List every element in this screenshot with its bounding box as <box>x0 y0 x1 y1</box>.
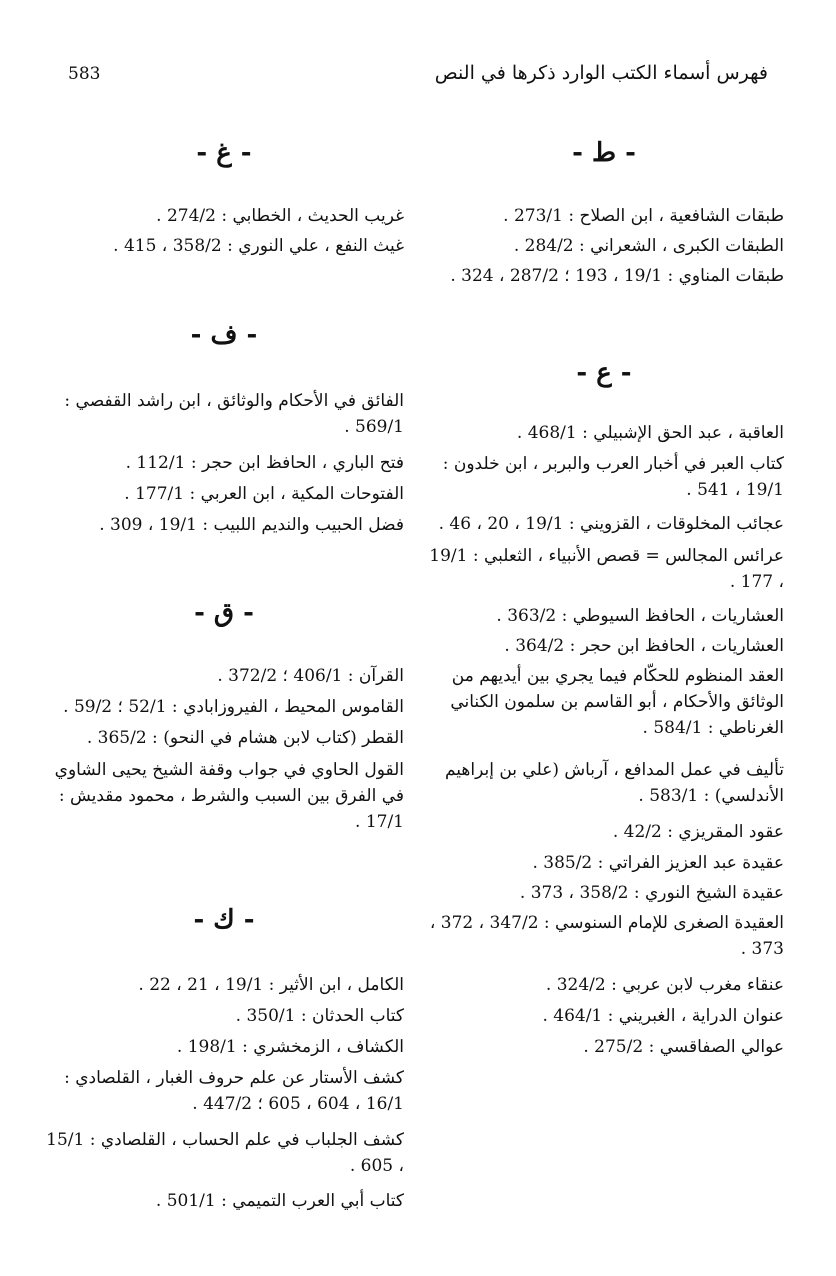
index-entry: تأليف في عمل المدافع ، آرباش (علي بن إبراهيم الأندلسي) : 583/1 . <box>444 760 784 806</box>
letter-heading-qaf: - ق - <box>194 598 254 628</box>
index-entry: العقيدة الصغرى للإمام السنوسي : 347/2 ، 372 ، 373 . <box>429 913 784 959</box>
index-entry: فضل الحبيب والنديم اللبيب : 19/1 ، 309 . <box>99 515 404 535</box>
index-entry: الكشاف ، الزمخشري : 198/1 . <box>176 1037 404 1057</box>
index-entry: العقد المنظوم للحكّام فيما يجري بين أيديهم من الوثائق والأحكام ، أبو القاسم بن سلمون الكناني الغرناطي : 584/1 . <box>450 666 784 738</box>
index-entry: العشاريات ، الحافظ ابن حجر : 364/2 . <box>504 636 784 656</box>
running-header <box>68 62 768 90</box>
index-entry: كشف الجلباب في علم الحساب ، القلصادي : 15/1 ، 605 . <box>46 1130 404 1176</box>
running-title: فهرس أسماء الكتب الوارد ذكرها في النص <box>434 62 768 84</box>
index-entry: الطبقات الكبرى ، الشعراني : 284/2 . <box>513 236 784 256</box>
index-entry: القول الحاوي في جواب وقفة الشيخ يحيى الشاوي في الفرق بين السبب والشرط ، محمود مقديش : 17/1 . <box>54 760 404 832</box>
letter-heading-ain: - ع - <box>576 358 632 388</box>
page-number: 583 <box>68 64 101 84</box>
index-entry: كتاب أبي العرب التميمي : 501/1 . <box>155 1191 404 1211</box>
index-entry: الكامل ، ابن الأثير : 19/1 ، 21 ، 22 . <box>138 975 404 995</box>
letter-heading-ta: - ط - <box>572 138 636 168</box>
index-entry: غريب الحديث ، الخطابي : 274/2 . <box>156 206 404 226</box>
letter-heading-fa: - ف - <box>190 320 258 350</box>
index-entry: الفائق في الأحكام والوثائق ، ابن راشد القفصي : 569/1 . <box>64 391 404 437</box>
letter-heading-ghain: - غ - <box>196 138 252 168</box>
letter-heading-kaf: - ك - <box>193 905 255 935</box>
index-entry: عنقاء مغرب لابن عربي : 324/2 . <box>545 975 784 995</box>
index-entry: عوالي الصفاقسي : 275/2 . <box>583 1037 784 1057</box>
index-entry: كتاب الحدثان : 350/1 . <box>235 1006 404 1026</box>
index-entry: عنوان الدراية ، الغبريني : 464/1 . <box>542 1006 784 1026</box>
index-entry: عقيدة عبد العزيز الفراتي : 385/2 . <box>532 853 784 873</box>
index-entry: القرآن : 406/1 ؛ 372/2 . <box>217 666 404 686</box>
index-entry: كشف الأستار عن علم حروف الغبار ، القلصادي : 16/1 ، 604 ، 605 ؛ 447/2 . <box>64 1068 404 1114</box>
index-entry: الفتوحات المكية ، ابن العربي : 177/1 . <box>124 484 404 504</box>
index-entry: طبقات الشافعية ، ابن الصلاح : 273/1 . <box>503 206 784 226</box>
index-entry: العشاريات ، الحافظ السيوطي : 363/2 . <box>496 606 784 626</box>
index-entry: فتح الباري ، الحافظ ابن حجر : 112/1 . <box>125 453 404 473</box>
index-entry: عقود المقريزي : 42/2 . <box>612 822 784 842</box>
index-entry: عرائس المجالس = قصص الأنبياء ، الثعلبي : 19/1 ، 177 . <box>429 546 784 592</box>
index-entry: طبقات المناوي : 19/1 ، 193 ؛ 287/2 ، 324 . <box>450 266 784 286</box>
index-entry: القطر (كتاب لابن هشام في النحو) : 365/2 . <box>86 728 404 748</box>
index-entry: العاقبة ، عبد الحق الإشبيلي : 468/1 . <box>516 423 784 443</box>
index-entry: كتاب العبر في أخبار العرب والبربر ، ابن خلدون : 19/1 ، 541 . <box>442 454 784 500</box>
index-entry: القاموس المحيط ، الفيروزابادي : 52/1 ؛ 59/2 . <box>63 697 404 717</box>
index-entry: غيث النفع ، علي النوري : 358/2 ، 415 . <box>113 236 404 256</box>
index-entry: عجائب المخلوقات ، القزويني : 19/1 ، 20 ، 46 . <box>438 514 784 534</box>
index-entry: عقيدة الشيخ النوري : 358/2 ، 373 . <box>519 883 784 903</box>
